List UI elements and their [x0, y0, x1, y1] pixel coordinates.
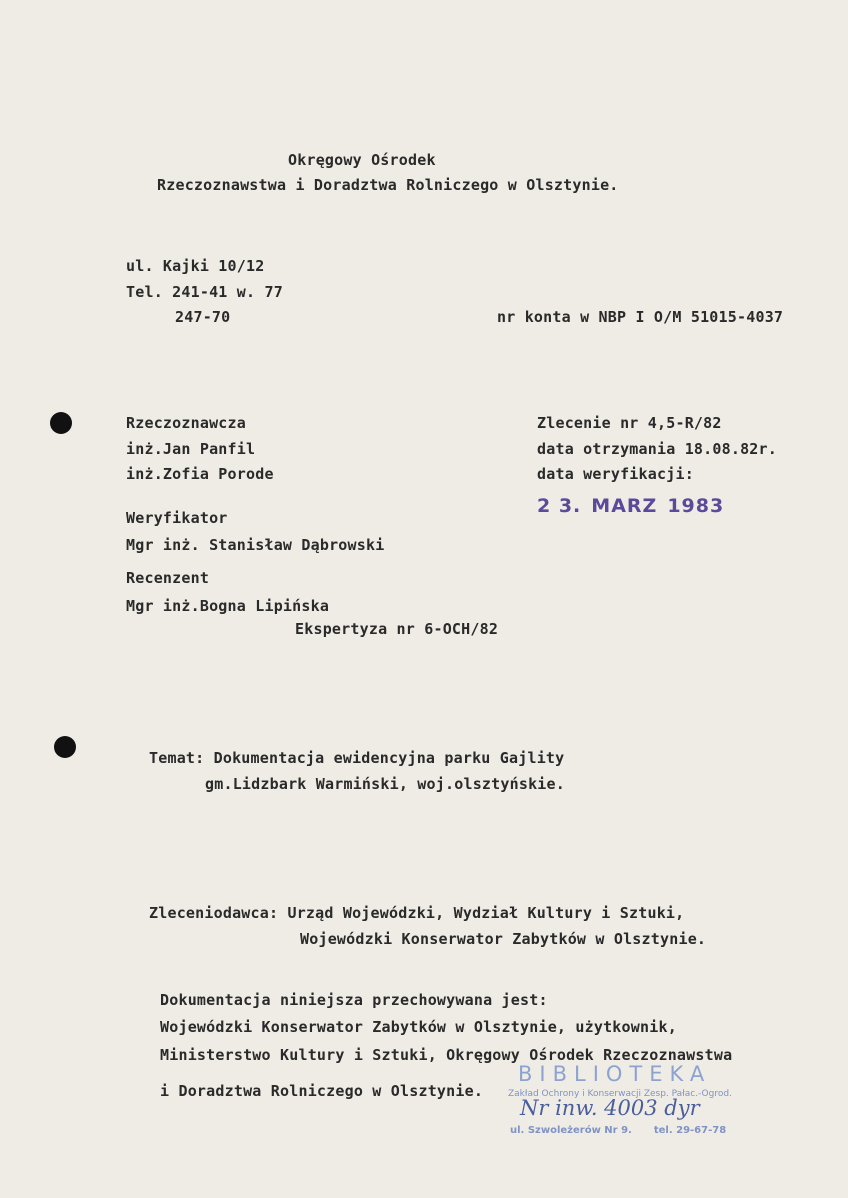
- punch-hole-top: [50, 412, 72, 434]
- header-institution-full: Rzeczoznawstwa i Doradztwa Rolniczego w Olsztynie.: [157, 176, 619, 194]
- library-stamp-address: [510, 1126, 726, 1136]
- library-stamp: [500, 1062, 750, 1148]
- role-verifier: Weryfikator: [126, 509, 228, 527]
- storage-heading: Dokumentacja niniejsza przechowywana jest:: [160, 991, 548, 1009]
- library-stamp-subtitle: Zakład Ochrony i Konserwacji Zesp. Pałac.-Ogrod.: [508, 1089, 732, 1099]
- client-line-2: Wojewódzki Konserwator Zabytków w Olsztynie.: [300, 930, 707, 948]
- person-verifier: Mgr inż. Stanisław Dąbrowski: [126, 536, 385, 554]
- stamp-month: MARZ: [591, 495, 658, 517]
- address-phone-2: 247-70: [175, 308, 231, 326]
- header-institution: Okręgowy Ośrodek: [288, 151, 436, 169]
- person-appraiser-2: inż.Zofia Porode: [126, 465, 274, 483]
- date-verified-label: data weryfikacji:: [537, 465, 694, 483]
- library-stamp-street: ul. Szwoleżerów Nr 9.: [510, 1125, 632, 1136]
- storage-line-4: i Doradztwa Rolniczego w Olsztynie.: [160, 1082, 484, 1100]
- address-street: ul. Kajki 10/12: [126, 257, 265, 275]
- stamp-day: 2 3.: [537, 495, 582, 517]
- role-appraiser: Rzeczoznawcza: [126, 414, 246, 432]
- subject-line-1: Temat: Dokumentacja ewidencyjna parku Gajlity: [149, 749, 565, 767]
- expertise-number: Ekspertyza nr 6-OCH/82: [295, 620, 499, 638]
- bank-account: nr konta w NBP I O/M 51015-4037: [497, 308, 784, 326]
- subject-line-2: gm.Lidzbark Warmiński, woj.olsztyńskie.: [205, 775, 565, 793]
- inventory-handwriting: Nr inw. 4003 dyr: [520, 1096, 700, 1120]
- verification-date-stamp: [537, 497, 724, 516]
- address-phone: Tel. 241-41 w. 77: [126, 283, 283, 301]
- library-stamp-title: BIBLIOTEKA: [518, 1062, 712, 1086]
- punch-hole-bottom: [54, 736, 76, 758]
- person-reviewer: Mgr inż.Bogna Lipińska: [126, 597, 330, 615]
- date-received: data otrzymania 18.08.82r.: [537, 440, 777, 458]
- client-line-1: Zleceniodawca: Urząd Wojewódzki, Wydział Kultury i Sztuki,: [149, 904, 685, 922]
- storage-line-3: Ministerstwo Kultury i Sztuki, Okręgowy Ośrodek Rzeczoznawstwa: [160, 1046, 733, 1064]
- role-reviewer: Recenzent: [126, 569, 210, 587]
- library-stamp-tel: tel. 29-67-78: [653, 1125, 727, 1136]
- person-appraiser-1: inż.Jan Panfil: [126, 440, 256, 458]
- order-number: Zlecenie nr 4,5-R/82: [537, 414, 722, 432]
- stamp-year: 1983: [667, 495, 725, 517]
- storage-line-2: Wojewódzki Konserwator Zabytków w Olsztynie, użytkownik,: [160, 1018, 677, 1036]
